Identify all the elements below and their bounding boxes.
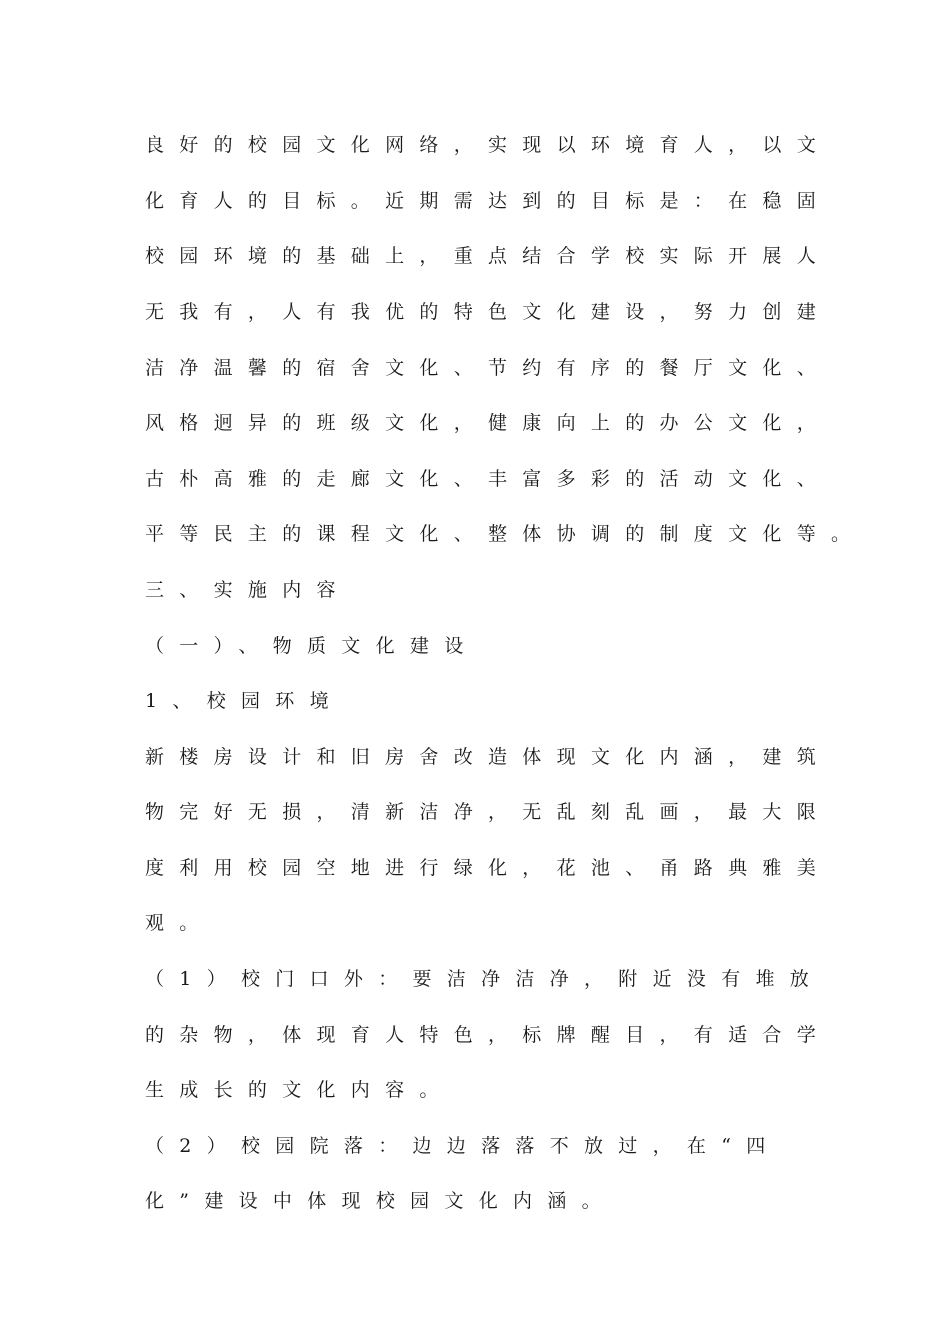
subsection-heading: （一）、物质文化建设 — [145, 635, 479, 657]
paragraph-line: 化育人的目标。近期需达到的目标是：在稳固 — [145, 190, 832, 212]
paragraph-line: 的杂物，体现育人特色，标牌醒目，有适合学 — [145, 1024, 832, 1046]
paragraph-line: 观。 — [145, 912, 214, 934]
paragraph-line: 风格迥异的班级文化，健康向上的办公文化， — [145, 412, 832, 434]
item-heading: 1、校园环境 — [145, 690, 344, 712]
paragraph-line: 洁净温馨的宿舍文化、节约有序的餐厅文化、 — [145, 357, 832, 379]
paragraph-line: 生成长的文化内容。 — [145, 1079, 454, 1101]
paragraph-line: （2）校园院落：边边落落不放过，在“四 — [145, 1135, 781, 1157]
paragraph-line: 新楼房设计和旧房舍改造体现文化内涵，建筑 — [145, 746, 832, 768]
paragraph-line: 化”建设中体现校园文化内涵。 — [145, 1190, 616, 1212]
paragraph-line: （1）校门口外：要洁净洁净，附近没有堆放 — [145, 968, 825, 990]
paragraph-line: 物完好无损，清新洁净，无乱刻乱画，最大限 — [145, 801, 832, 823]
section-heading: 三、实施内容 — [145, 579, 351, 601]
paragraph-line: 度利用校园空地进行绿化，花池、甬路典雅美 — [145, 857, 832, 879]
paragraph-line: 良好的校园文化网络，实现以环境育人，以文 — [145, 134, 832, 156]
paragraph-line: 平等民主的课程文化、整体协调的制度文化等。 — [145, 523, 866, 545]
paragraph-line: 无我有，人有我优的特色文化建设，努力创建 — [145, 301, 832, 323]
paragraph-line: 古朴高雅的走廊文化、丰富多彩的活动文化、 — [145, 468, 832, 490]
paragraph-line: 校园环境的基础上，重点结合学校实际开展人 — [145, 245, 832, 267]
